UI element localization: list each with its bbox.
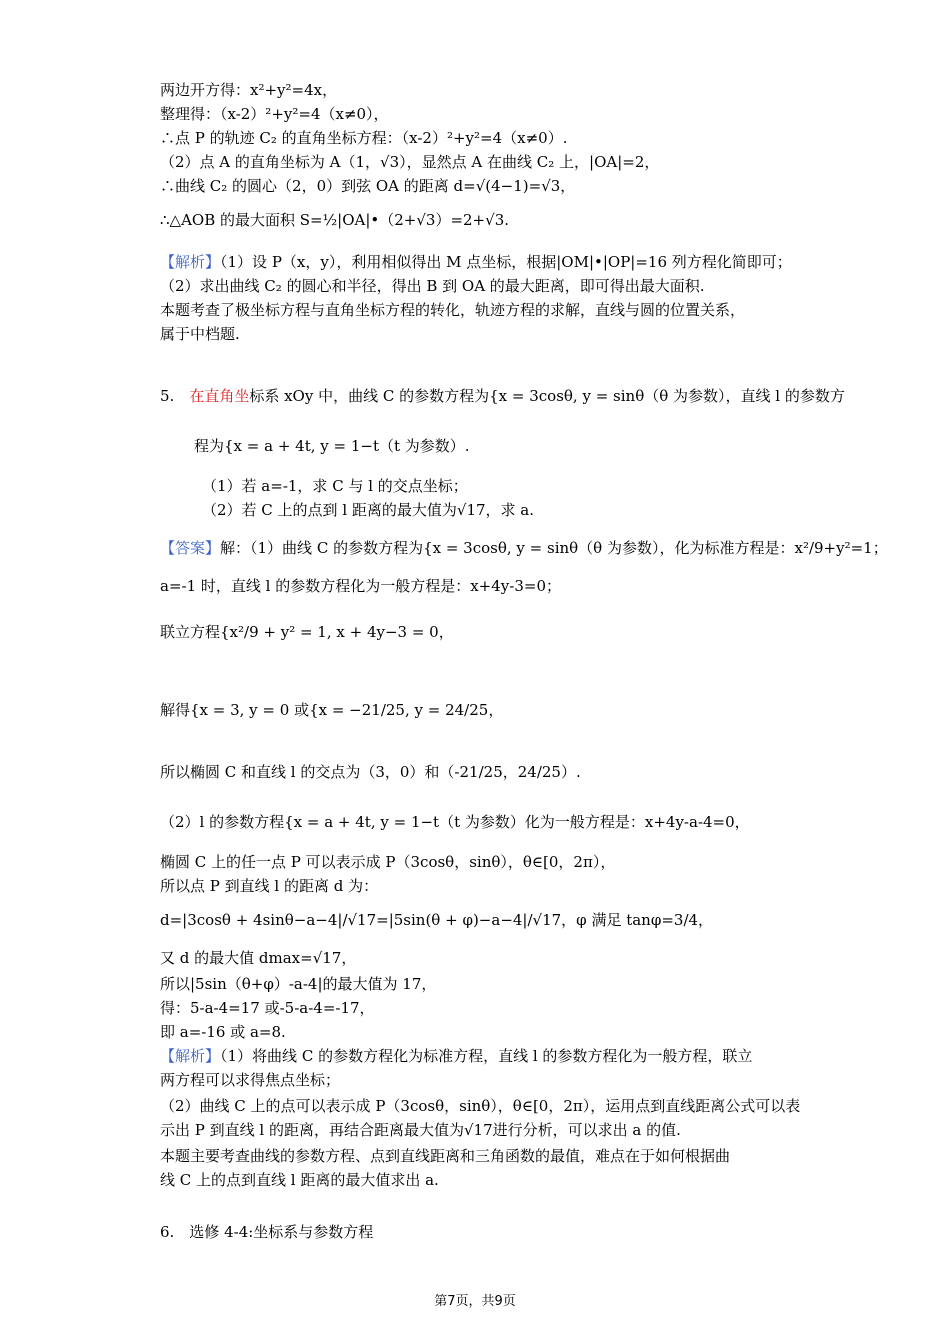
text-line: 所以椭圆 C 和直线 l 的交点为（3，0）和（-21/25，24/25）. xyxy=(160,763,581,781)
section-tag: 【答案】 xyxy=(160,539,221,557)
text-content: （1）设 P（x，y），利用相似得出 M 点坐标，根据|OM|•|OP|=16 列方程化简即可； xyxy=(220,253,792,271)
text-line: 解得{x = 3, y = 0 或{x = −21/25, y = 24/25， xyxy=(160,701,504,719)
text-line: 6. 选修 4-4:坐标系与参数方程 xyxy=(160,1223,374,1241)
highlighted-text: 在直角坐 xyxy=(189,387,250,405)
text-line: 两边开方得：x²+y²=4x， xyxy=(160,81,338,99)
text-line: （2）求出曲线 C₂ 的圆心和半径，得出 B 到 OA 的最大距离，即可得出最大面积. xyxy=(160,277,705,295)
text-line: 又 d 的最大值 dmax=√17， xyxy=(160,949,357,967)
text-line: （2）点 A 的直角坐标为 A（1，√3），显然点 A 在曲线 C₂ 上，|OA|=2， xyxy=(160,153,660,171)
text-line: 所以|5sin（θ+φ）-a-4|的最大值为 17， xyxy=(160,975,437,993)
section-tag: 【解析】 xyxy=(160,253,221,271)
section-tag: 【解析】 xyxy=(160,1047,221,1065)
text-line: a=-1 时，直线 l 的参数方程化为一般方程是：x+4y-3=0； xyxy=(160,577,561,595)
text-line: （1）若 a=-1，求 C 与 l 的交点坐标； xyxy=(202,477,468,495)
text-line xyxy=(160,538,888,558)
text-line: （2）曲线 C 上的点可以表示成 P（3cosθ，sinθ），θ∈[0，2π），运用点到直线距离公式可以表 xyxy=(160,1097,801,1115)
text-line xyxy=(160,1046,752,1066)
text-line: 即 a=-16 或 a=8. xyxy=(160,1023,286,1041)
text-line: 整理得：（x-2）²+y²=4（x≠0）， xyxy=(160,105,389,123)
text-line: 两方程可以求得焦点坐标； xyxy=(160,1071,341,1089)
text-line: 程为{x = a + 4t, y = 1−t（t 为参数）. xyxy=(194,437,470,455)
text-line: 示出 P 到直线 l 的距离，再结合距离最大值为√17进行分析，可以求出 a 的值. xyxy=(160,1121,681,1139)
text-line: 所以点 P 到直线 l 的距离 d 为： xyxy=(160,877,379,895)
text-line: 联立方程{x²/9 + y² = 1, x + 4y−3 = 0， xyxy=(160,623,454,641)
text-line: 线 C 上的点到直线 l 距离的最大值求出 a. xyxy=(160,1171,439,1189)
text-content: 5. xyxy=(160,387,190,405)
text-line: （2）l 的参数方程{x = a + 4t, y = 1−t（t 为参数）化为一般方程是：x+4y-a-4=0， xyxy=(160,813,750,831)
text-line: ∴点 P 的轨迹 C₂ 的直角坐标方程：（x-2）²+y²=4（x≠0）. xyxy=(160,129,568,147)
text-line xyxy=(160,252,792,272)
text-line: 本题考查了极坐标方程与直角坐标方程的转化，轨迹方程的求解，直线与圆的位置关系， xyxy=(160,301,746,319)
text-line: 椭圆 C 上的任一点 P 可以表示成 P（3cosθ，sinθ），θ∈[0，2π）， xyxy=(160,853,616,871)
text-content: 解：（1）曲线 C 的参数方程为{x = 3cosθ, y = sinθ（θ 为参数），化为标准方程是：x²/9+y²=1； xyxy=(220,539,888,557)
text-line: 属于中档题. xyxy=(160,325,240,343)
text-line: 本题主要考查曲线的参数方程、点到直线距离和三角函数的最值，难点在于如何根据曲 xyxy=(160,1147,731,1165)
text-line: d=|3cosθ + 4sinθ−a−4|/√17=|5sin(θ + φ)−a−4|/√17，φ 满足 tanφ=3/4， xyxy=(160,911,714,929)
text-line xyxy=(160,386,845,406)
text-content: 标系 xOy 中，曲线 C 的参数方程为{x = 3cosθ, y = sinθ（θ 为参数），直线 l 的参数方 xyxy=(249,387,845,405)
text-line: 得：5-a-4=17 或-5-a-4=-17， xyxy=(160,999,375,1017)
text-content: （1）将曲线 C 的参数方程化为标准方程，直线 l 的参数方程化为一般方程，联立 xyxy=(220,1047,753,1065)
text-line: ∴△AOB 的最大面积 S=½|OA|•（2+√3）=2+√3. xyxy=(160,211,509,229)
page-footer: 第7页，共9页 xyxy=(434,1294,516,1309)
text-line: （2）若 C 上的点到 l 距离的最大值为√17，求 a. xyxy=(202,501,535,519)
text-line: ∴曲线 C₂ 的圆心（2，0）到弦 OA 的距离 d=√(4−1)=√3， xyxy=(160,177,576,195)
